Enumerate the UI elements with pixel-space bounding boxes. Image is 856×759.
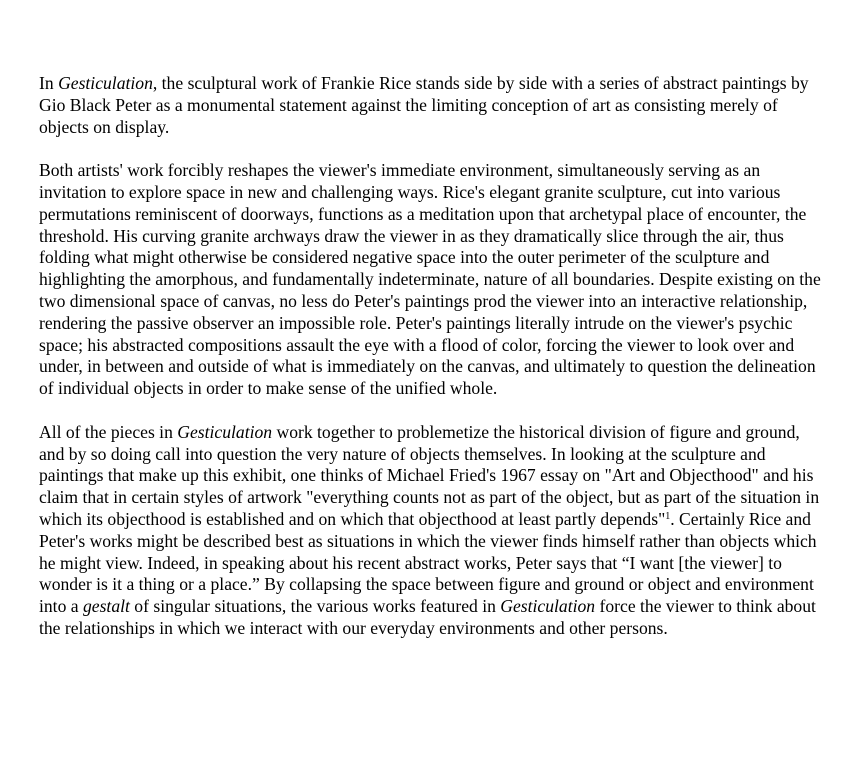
document-page bbox=[39, 73, 829, 662]
paragraph-intro bbox=[39, 73, 829, 138]
paragraph-text: of singular situations, the various works featured in bbox=[129, 596, 501, 617]
paragraph-text: Both artists' work forcibly reshapes the viewer's immediate environment, simultaneously serving as an invitation to explore space in new and challenging ways. Rice's elegant granite sculpture, cut into various permutations reminiscent of doorways, functions as a meditation upon that archetypal place of encounter, the threshold. His curving granite archways draw the viewer in as they dramatically slice through the air, thus folding what might otherwise be considered negative space into the outer perimeter of the sculpture and highlighting the amorphous, and fundamentally indeterminate, nature of all boundaries. Despite existing on the two dimensional space of canvas, no less do Peter's paintings prod the viewer into an interactive relationship, rendering the passive observer an impossible role. Peter's paintings literally intrude on the viewer's psychic space; his abstracted compositions assault the eye with a flood of color, forcing the viewer to look over and under, in between and outside of what is immediately on the canvas, and ultimately to question the delineation of individual objects in order to make sense of the unified whole. bbox=[39, 160, 821, 399]
exhibition-title: Gesticulation bbox=[500, 596, 596, 617]
paragraph-text: All of the pieces in bbox=[39, 421, 178, 442]
italic-term: gestalt bbox=[82, 596, 130, 617]
exhibition-title: Gesticulation bbox=[58, 73, 153, 93]
footnote-marker: 1 bbox=[665, 510, 671, 522]
paragraph-text: work together to problemetize the historical division of figure and ground, and by so doing call into question the very nature of objects themselves. In looking at the sculpture and paintings that make up this exhibit, one thinks of Michael Fried's 1967 essay on "Art and Objecthood" and his claim that in certain styles of artwork "everything counts not as part of the object, but as part of the situation in which its objecthood is established and on which that objecthood at least partly depends" bbox=[39, 421, 820, 529]
paragraph-objecthood bbox=[39, 422, 829, 640]
paragraph-text: force the viewer to think about the relationships in which we interact with our everyday environments and other persons. bbox=[39, 596, 816, 638]
paragraph-text: , the sculptural work of Frankie Rice stands side by side with a series of abstract paintings by Gio Black Peter as a monumental statement against the limiting conception of art as consisting merely of objects on display. bbox=[39, 73, 809, 137]
paragraph-text: In bbox=[39, 73, 59, 93]
exhibition-title: Gesticulation bbox=[177, 421, 273, 442]
paragraph-text: . Certainly Rice and Peter's works might be described best as situations in which the viewer finds himself rather than objects which he might view. Indeed, in speaking about his recent abstract works, Peter says that “I want [the viewer] to wonder is it a thing or a place.” By collapsing the space between figure and ground or object and environment into a bbox=[39, 508, 817, 617]
paragraph-artists bbox=[39, 160, 829, 400]
